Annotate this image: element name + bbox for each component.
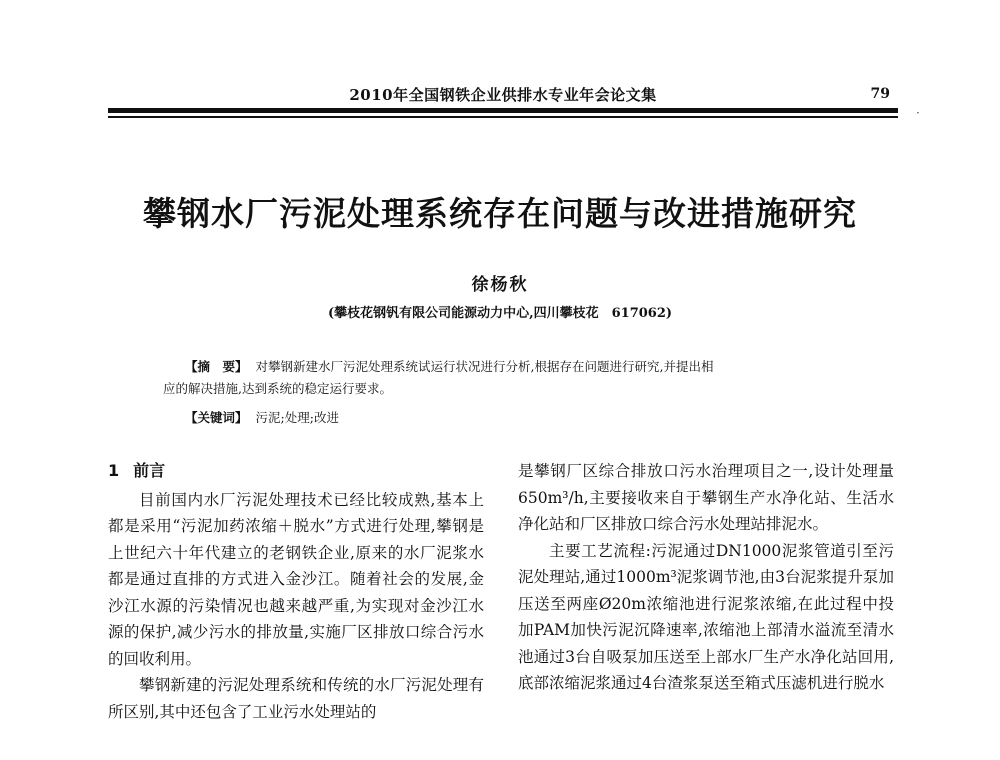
abstract-label: 【摘 要】 xyxy=(185,359,248,374)
journal-title: 2010年全国钢铁企业供排水专业年会论文集 xyxy=(349,86,657,104)
abstract-text-2: 应的解决措施,达到系统的稳定运行要求。 xyxy=(163,381,392,396)
header-rule-thin xyxy=(108,116,898,118)
paragraph: 目前国内水厂污泥处理技术已经比较成熟,基本上都是采用“污泥加药浓缩＋脱水”方式进行处理,攀钢是上世纪六十年代建立的老钢铁企业,原来的水厂泥浆水都是通过直排的方式进入金沙江。随着社会的发展,金沙江水源的污染情况也越来越严重,为实现对金沙江水源的保护,减少污水的排放量,实施厂区排放口综合污水的回收利用。 xyxy=(108,490,484,668)
header-rule-thick xyxy=(108,108,898,113)
abstract xyxy=(163,356,853,400)
paragraph: 主要工艺流程:污泥通过DN1000泥浆管道引至污泥处理站,通过1000m³泥浆调节池,由3台泥浆提升泵加压送至两座Ø20m浓缩池进行泥浆浓缩,在此过程中投加PAM加快污泥沉降速率,浓缩池上部清水溢流至清水池通过3台自吸泵加压送至上部水厂生产水净化站回用,底部浓缩泥浆通过4台渣浆泵送至箱式压滤机进行脱水 xyxy=(518,541,894,692)
paper-title: 攀钢水厂污泥处理系统存在问题与改进措施研究 xyxy=(143,194,857,233)
section-heading xyxy=(108,458,484,485)
section-title: 前言 xyxy=(133,461,166,480)
stray-mark: · xyxy=(916,106,920,120)
left-column xyxy=(108,458,484,725)
running-header xyxy=(108,84,898,106)
author-affiliation: (攀枝花钢钒有限公司能源动力中心,四川攀枝花 617062) xyxy=(327,306,673,321)
abstract-line-1 xyxy=(163,356,853,378)
section-number: 1 xyxy=(108,461,120,480)
page-number: 79 xyxy=(870,86,890,102)
right-column xyxy=(518,458,894,697)
author-name: 徐杨秋 xyxy=(471,275,529,295)
paragraph: 是攀钢厂区综合排放口污水治理项目之一,设计处理量650m³/h,主要接收来自于攀钢生产水净化站、生活水净化站和厂区排放口综合污水处理站排泥水。 xyxy=(518,462,894,533)
keywords-label: 【关键词】 xyxy=(185,410,248,425)
abstract-text-1: 对攀钢新建水厂污泥处理系统试运行状况进行分析,根据存在问题进行研究,并提出相 xyxy=(255,359,714,374)
keywords-text: 污泥;处理;改进 xyxy=(255,410,339,425)
paragraph: 攀钢新建的污泥处理系统和传统的水厂污泥处理有所区别,其中还包含了工业污水处理站的 xyxy=(108,676,484,721)
keywords xyxy=(185,408,339,426)
